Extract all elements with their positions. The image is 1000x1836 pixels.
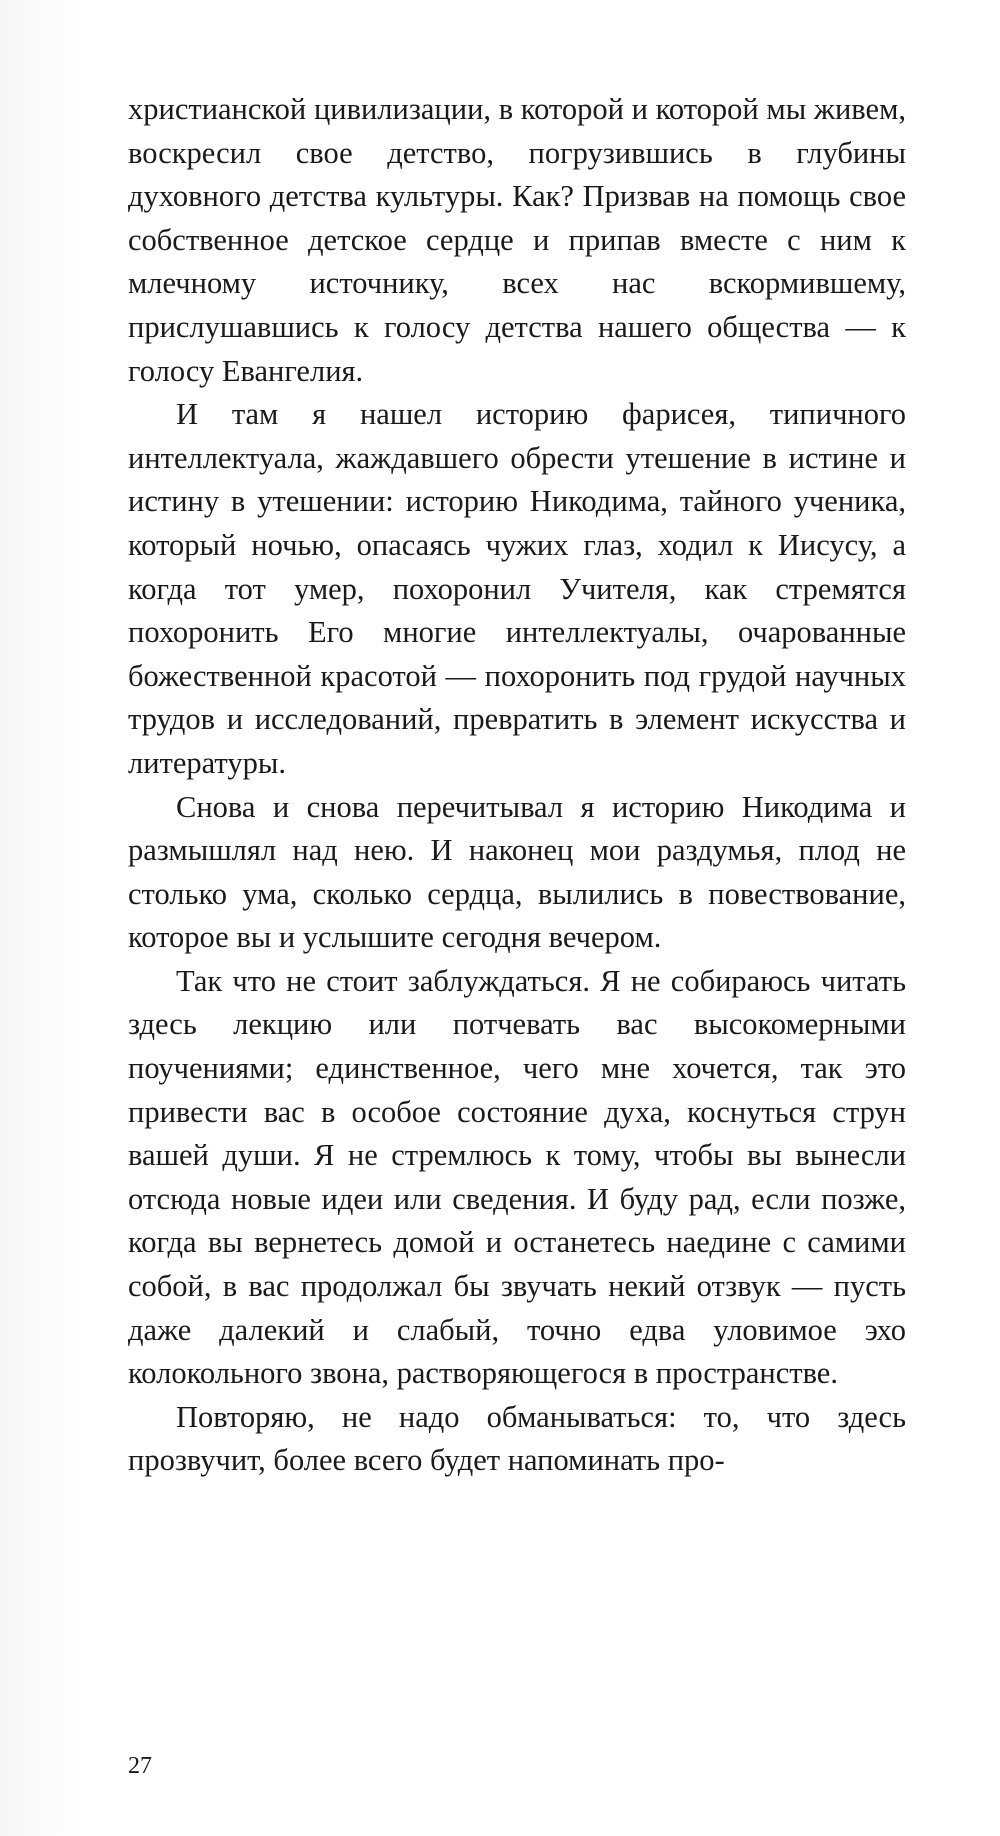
paragraph-5: Повторяю, не надо обманываться: то, что здесь прозвучит, более всего будет напоминать про- bbox=[128, 1399, 906, 1478]
body-text bbox=[128, 88, 906, 1483]
paragraph-1: христианской цивилизации, в которой и которой мы живем, воскресил свое детство, погрузившись в глубины духовного детства культуры. Как? Призвав на помощь свое собственное детское сердце и припав вместе с ним к млечному источнику, всех нас вскормившему, прислушавшись к голосу детства нашего общества — к голосу Евангелия. bbox=[128, 92, 906, 388]
page-edge-shadow bbox=[0, 0, 80, 1836]
page-number: 27 bbox=[128, 1753, 152, 1779]
paragraph-3: Снова и снова перечитывал я историю Никодима и размышлял над нею. И наконец мои раздумья, плод не столько ума, сколько сердца, вылились в повествование, которое вы и услышите сегодня вечером. bbox=[128, 789, 906, 955]
paragraph-4: Так что не стоит заблуждаться. Я не собираюсь читать здесь лекцию или потчевать вас высокомерными поучениями; единственное, чего мне хочется, так это привести вас в особое состояние духа, коснуться струн вашей души. Я не стремлюсь к тому, чтобы вы вынесли отсюда новые идеи или сведения. И буду рад, если позже, когда вы вернетесь домой и останетесь наедине с самими собой, в вас продолжал бы звучать некий отзвук — пусть даже далекий и слабый, точно едва уловимое эхо колокольного звона, растворяющегося в пространстве. bbox=[128, 963, 906, 1391]
paragraph-2: И там я нашел историю фарисея, типичного интеллектуала, жаждавшего обрести утешение в истине и истину в утешении: историю Никодима, тайного ученика, который ночью, опасаясь чужих глаз, ходил к Иисусу, а когда тот умер, похоронил Учителя, как стремятся похоронить Его многие интеллектуалы, очарованные божественной красотой — похоронить под грудой научных трудов и исследований, превратить в элемент искусства и литературы. bbox=[128, 397, 906, 780]
